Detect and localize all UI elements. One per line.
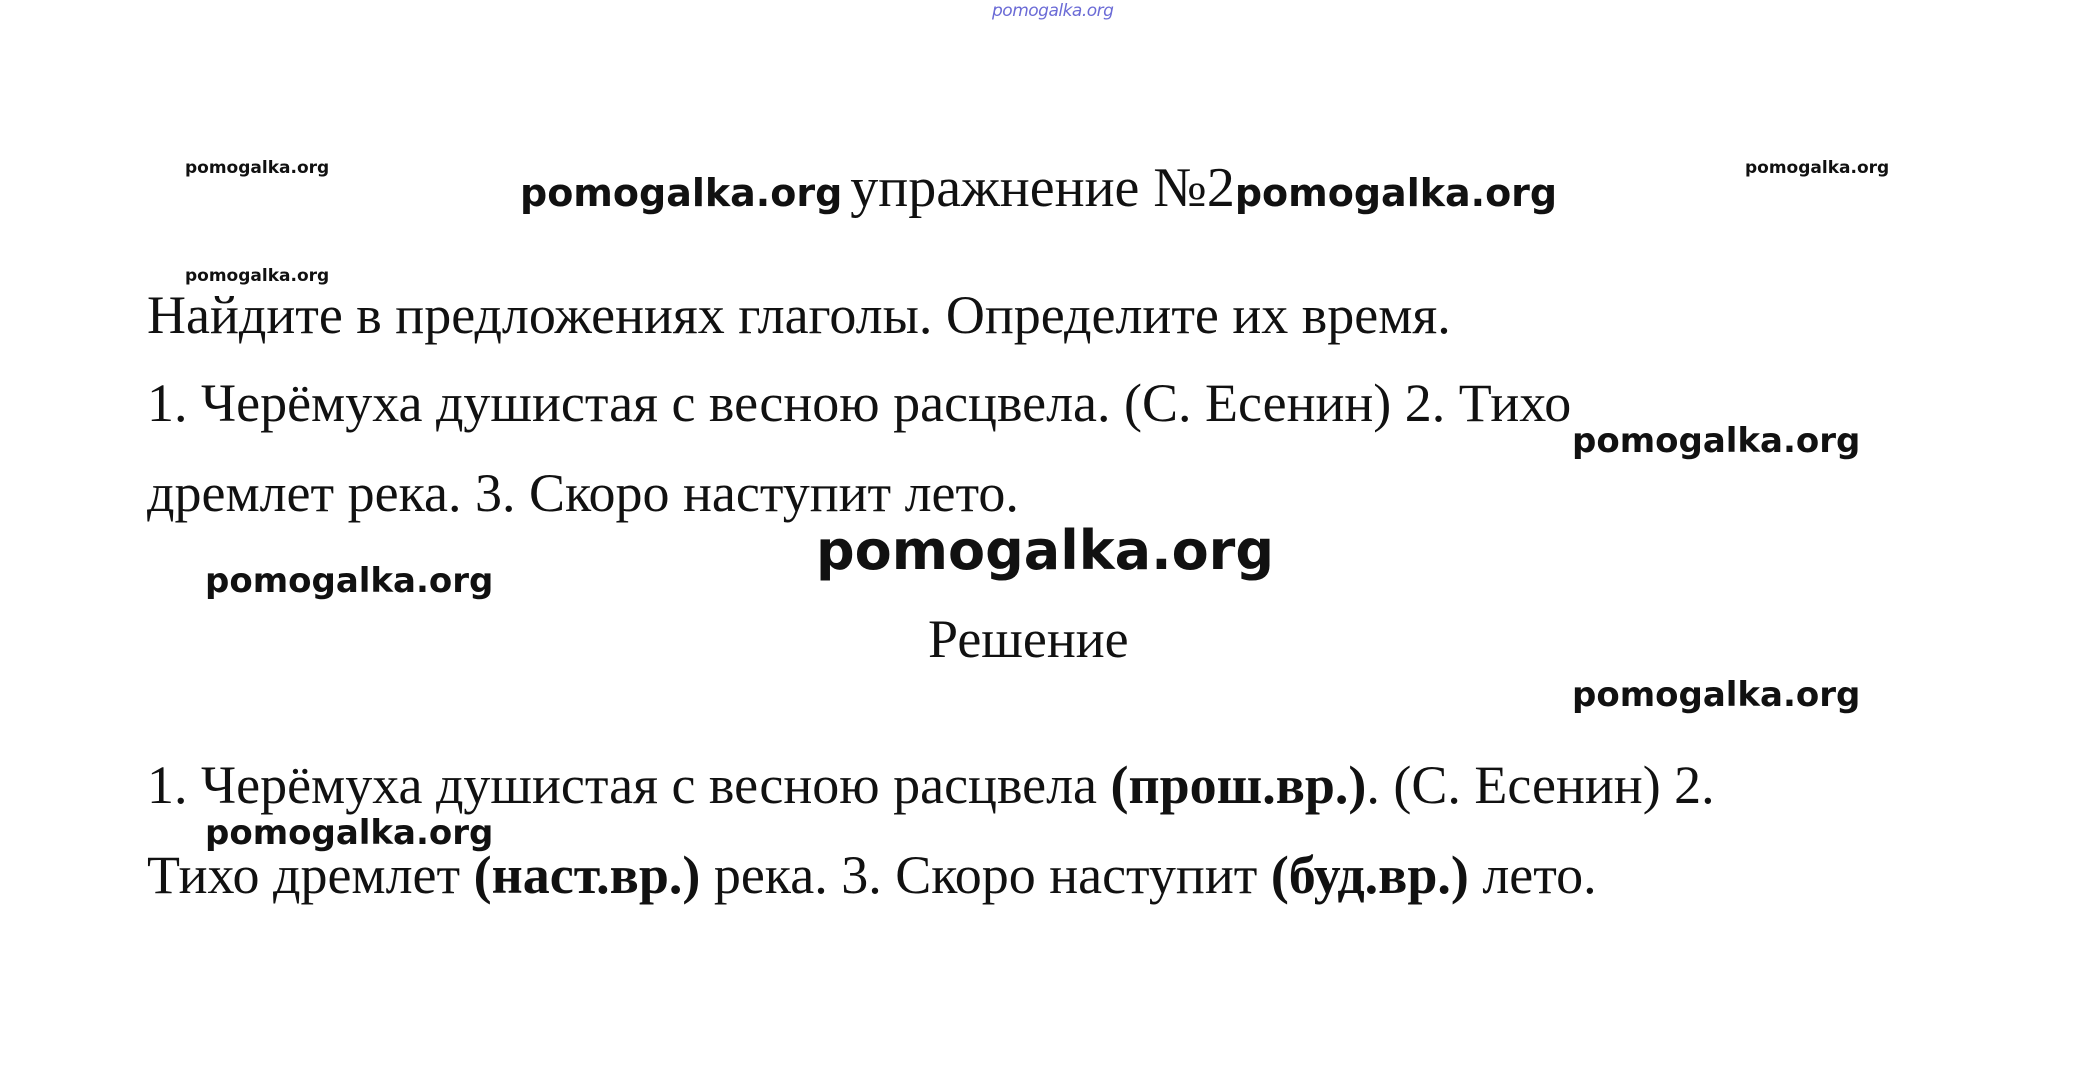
watermark-top-left: pomogalka.org [185, 158, 330, 178]
exercise-text-line-2: дремлет река. 3. Скоро наступит лето. [147, 463, 1019, 523]
task-instruction: Найдите в предложениях глаголы. Определите их время. [147, 285, 1451, 345]
watermark-right-of-task: pomogalka.org [1572, 421, 1861, 461]
solution-line-2-text-b: река. 3. Скоро наступит [700, 845, 1271, 905]
solution-heading: Решение [928, 609, 1129, 669]
solution-line-1-text-b: . (С. Есенин) 2. [1366, 755, 1715, 815]
watermark-right-of-solution-heading: pomogalka.org [1572, 675, 1861, 715]
tense-label-past: (прош.вр.) [1110, 755, 1367, 815]
watermark-title-right: pomogalka.org [1234, 171, 1558, 215]
watermark-left-of-answer: pomogalka.org [205, 813, 494, 853]
solution-line-1-text-a: 1. Черёмуха душистая с весною расцвела [147, 755, 1111, 815]
watermark-title-left: pomogalka.org [520, 171, 843, 215]
solution-line-2 [147, 845, 1597, 905]
exercise-title-row [520, 156, 1558, 219]
solution-line-2-text-c: лето. [1468, 845, 1597, 905]
watermark-above-task: pomogalka.org [185, 266, 330, 286]
watermark-left-mid: pomogalka.org [205, 561, 494, 601]
solution-line-1 [147, 755, 1715, 815]
tense-label-future: (буд.вр.) [1270, 845, 1469, 905]
watermark-top-right: pomogalka.org [1745, 158, 1890, 178]
exercise-title: упражнение №2 [850, 157, 1235, 219]
watermark-center-large: pomogalka.org [816, 519, 1274, 582]
exercise-text-line-1: 1. Черёмуха душистая с весною расцвела. (С. Есенин) 2. Тихо [147, 373, 1572, 433]
watermark-top-center: pomogalka.org [992, 1, 1114, 21]
tense-label-present: (наст.вр.) [473, 845, 701, 905]
solution-line-2-text-a: Тихо дремлет [147, 845, 474, 905]
